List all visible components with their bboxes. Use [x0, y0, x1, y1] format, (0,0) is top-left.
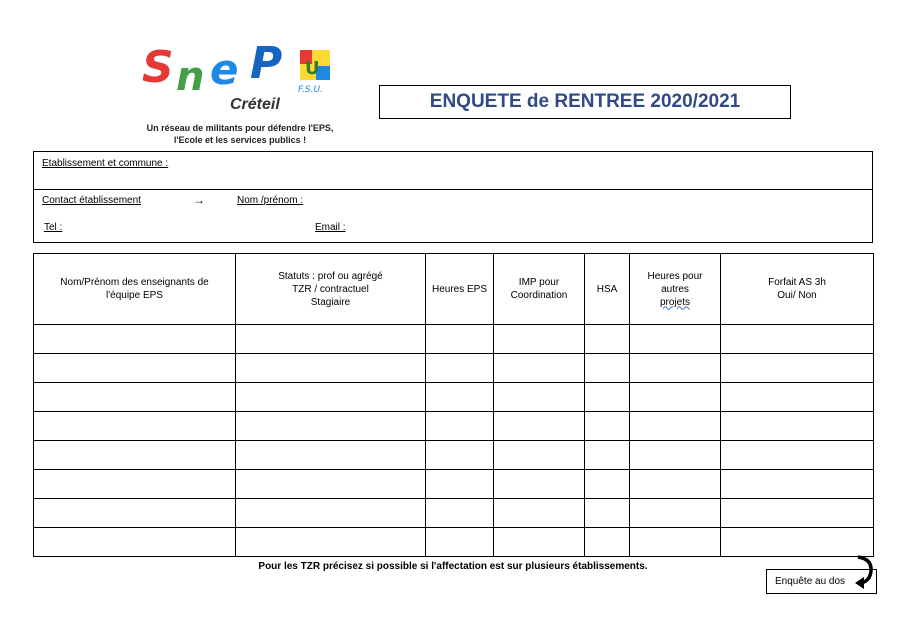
table-cell[interactable]: [494, 325, 585, 354]
etablissement-label: Etablissement et commune :: [42, 158, 169, 169]
header-projets-word: projets: [659, 296, 690, 308]
logo-city: Créteil: [230, 96, 280, 113]
table-row: [34, 412, 874, 441]
table-cell[interactable]: [585, 412, 630, 441]
table-cell[interactable]: [630, 325, 721, 354]
header-heures-eps: Heures EPS: [426, 254, 494, 325]
staff-table: [33, 253, 874, 557]
table-cell[interactable]: [630, 354, 721, 383]
table-row: [34, 383, 874, 412]
table-cell[interactable]: [585, 325, 630, 354]
nom-prenom-label: Nom /prénom :: [237, 195, 304, 206]
table-cell[interactable]: [494, 412, 585, 441]
table-body: [34, 325, 874, 557]
table-cell[interactable]: [236, 499, 426, 528]
table-cell[interactable]: [236, 528, 426, 557]
info-box: [33, 151, 873, 243]
table-cell[interactable]: [630, 499, 721, 528]
table-cell[interactable]: [494, 383, 585, 412]
table-cell[interactable]: [721, 383, 874, 412]
table-row: [34, 354, 874, 383]
table-cell[interactable]: [721, 470, 874, 499]
header-nom-prenom: Nom/Prénom des enseignants de l'équipe EPS: [34, 254, 236, 325]
table-cell[interactable]: [721, 412, 874, 441]
table-cell[interactable]: [721, 354, 874, 383]
header-heures-projets: [630, 254, 721, 325]
table-cell[interactable]: [630, 528, 721, 557]
logo-tagline-line2: l'Ecole et les services publics !: [173, 135, 307, 145]
svg-text:n: n: [176, 54, 205, 98]
table-cell[interactable]: [34, 325, 236, 354]
header-statuts: Statuts : prof ou agrégé TZR / contractuel Stagiaire: [236, 254, 426, 325]
table-cell[interactable]: [426, 354, 494, 383]
table-cell[interactable]: [585, 354, 630, 383]
table-cell[interactable]: [494, 528, 585, 557]
table-cell[interactable]: [585, 499, 630, 528]
header-forfait-as: Forfait AS 3h Oui/ Non: [721, 254, 874, 325]
table-cell[interactable]: [721, 441, 874, 470]
table-header-row: [34, 254, 874, 325]
logo-tagline-line1: Un réseau de militants pour défendre l'EPS,: [146, 123, 334, 133]
table-cell[interactable]: [494, 354, 585, 383]
table-cell[interactable]: [630, 470, 721, 499]
table-cell[interactable]: [236, 325, 426, 354]
page-title: ENQUETE de RENTREE 2020/2021: [379, 85, 791, 119]
table-cell[interactable]: [236, 441, 426, 470]
table-cell[interactable]: [630, 383, 721, 412]
table-cell[interactable]: [426, 470, 494, 499]
table-cell[interactable]: [630, 412, 721, 441]
table-cell[interactable]: [426, 383, 494, 412]
logo-tagline: [140, 122, 340, 146]
snep-logo-graphic: [140, 38, 350, 98]
table-row: [34, 470, 874, 499]
tzr-note: Pour les TZR précisez si possible si l'affectation est sur plusieurs établissements.: [258, 561, 648, 572]
table-row: [34, 441, 874, 470]
table-row: [34, 499, 874, 528]
table-cell[interactable]: [34, 470, 236, 499]
table-cell[interactable]: [236, 383, 426, 412]
table-row: [34, 528, 874, 557]
table-cell[interactable]: [236, 470, 426, 499]
table-cell[interactable]: [426, 325, 494, 354]
table-cell[interactable]: [585, 441, 630, 470]
verso-label: Enquête au dos: [775, 576, 846, 587]
contact-label: Contact établissement: [42, 195, 141, 206]
header-imp: IMP pour Coordination: [494, 254, 585, 325]
svg-text:e: e: [210, 45, 239, 94]
table-cell[interactable]: [34, 528, 236, 557]
etablissement-row[interactable]: [34, 152, 872, 190]
table-cell[interactable]: [494, 441, 585, 470]
snep-logo: [140, 38, 350, 148]
table-cell[interactable]: [426, 412, 494, 441]
table-row: [34, 325, 874, 354]
svg-text:S: S: [142, 42, 174, 93]
table-cell[interactable]: [585, 383, 630, 412]
table-cell[interactable]: [34, 354, 236, 383]
tel-label: Tel :: [44, 222, 63, 233]
header-heures-projets-text: Heures pour autres: [647, 270, 703, 295]
header-hsa: HSA: [585, 254, 630, 325]
table-cell[interactable]: [630, 441, 721, 470]
table-cell[interactable]: [494, 470, 585, 499]
svg-text:U: U: [305, 58, 320, 79]
table-cell[interactable]: [426, 441, 494, 470]
table-cell[interactable]: [585, 528, 630, 557]
table-cell[interactable]: [721, 528, 874, 557]
email-label: Email :: [315, 222, 346, 233]
table-cell[interactable]: [426, 528, 494, 557]
table-cell[interactable]: [721, 499, 874, 528]
table-cell[interactable]: [426, 499, 494, 528]
svg-text:P: P: [250, 38, 283, 89]
table-cell[interactable]: [721, 325, 874, 354]
table-cell[interactable]: [34, 499, 236, 528]
table-cell[interactable]: [585, 470, 630, 499]
table-cell[interactable]: [34, 441, 236, 470]
table-cell[interactable]: [236, 412, 426, 441]
table-cell[interactable]: [34, 383, 236, 412]
table-cell[interactable]: [34, 412, 236, 441]
svg-text:F.S.U.: F.S.U.: [298, 85, 323, 95]
arrow-right-icon: →: [193, 193, 205, 207]
turn-page-arrow-icon: [852, 553, 876, 593]
table-cell[interactable]: [236, 354, 426, 383]
table-cell[interactable]: [494, 499, 585, 528]
